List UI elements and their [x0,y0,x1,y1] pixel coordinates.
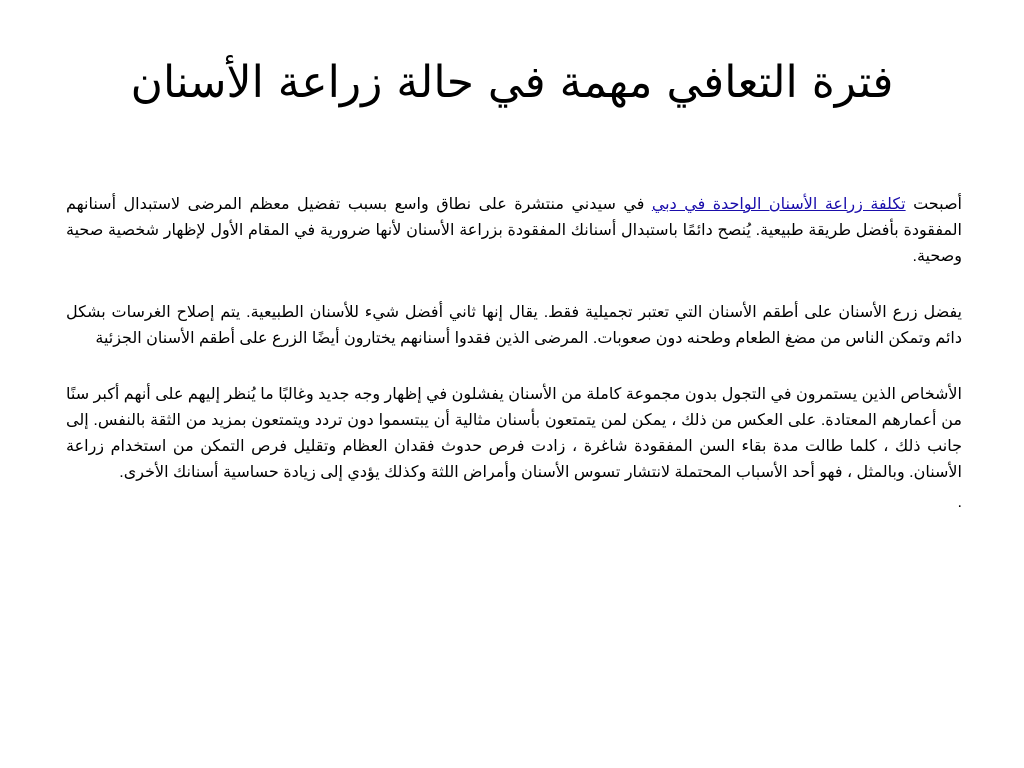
trailing-period: . [957,494,962,511]
paragraph-1-rest: في سيدني منتشرة على نطاق واسع بسبب تفضيل معظم المرضى لاستبدال أسنانهم المفقودة بأفضل طريقة طبيعية. يُنصح دائمًا باستبدال أسنانك المفقودة بزراعة الأسنان لأنها ضرورية في المقام الأول لإظهار شخصية صحية وصحية. [66,196,962,265]
paragraph-1-intro: أصبحت [905,196,962,213]
paragraph-3 [66,382,962,486]
paragraph-1 [66,192,962,270]
dental-implant-cost-link[interactable]: تكلفة زراعة الأسنان الواحدة في دبي [651,196,906,213]
slide-body [66,192,962,516]
paragraph-2-text: يفضل زرع الأسنان على أطقم الأسنان التي تعتبر تجميلية فقط. يقال إنها ثاني أفضل شيء للأسنان الطبيعية. يتم إصلاح الغرسات بشكل دائم وتمكن الناس من مضغ الطعام وطحنه دون صعوبات. المرضى الذين فقدوا أسنانهم يختارون أيضًا الزرع على أطقم الأسنان الجزئية [66,304,962,347]
paragraph-3-text: الأشخاص الذين يستمرون في التجول بدون مجموعة كاملة من الأسنان يفشلون في إظهار وجه جديد وغالبًا ما يُنظر إليهم على أنهم أكبر سنًا من أعمارهم المعتادة. على العكس من ذلك ، يمكن لمن يتمتعون بأسنان مثالية أن يبتسموا دون تردد ويتمتعون بمزيد من الثقة بالنفس. إلى جانب ذلك ، كلما طالت مدة بقاء السن المفقودة شاغرة ، زادت فرص حدوث فقدان العظام وتقليل فرص التمكن من استخدام زراعة الأسنان. وبالمثل ، فهو أحد الأسباب المحتملة لانتشار تسوس الأسنان وأمراض اللثة وكذلك يؤدي إلى زيادة حساسية أسنانك الأخرى. [66,386,963,481]
paragraph-2 [66,300,962,352]
slide-title: فترة التعافي مهمة في حالة زراعة الأسنان [130,57,894,108]
